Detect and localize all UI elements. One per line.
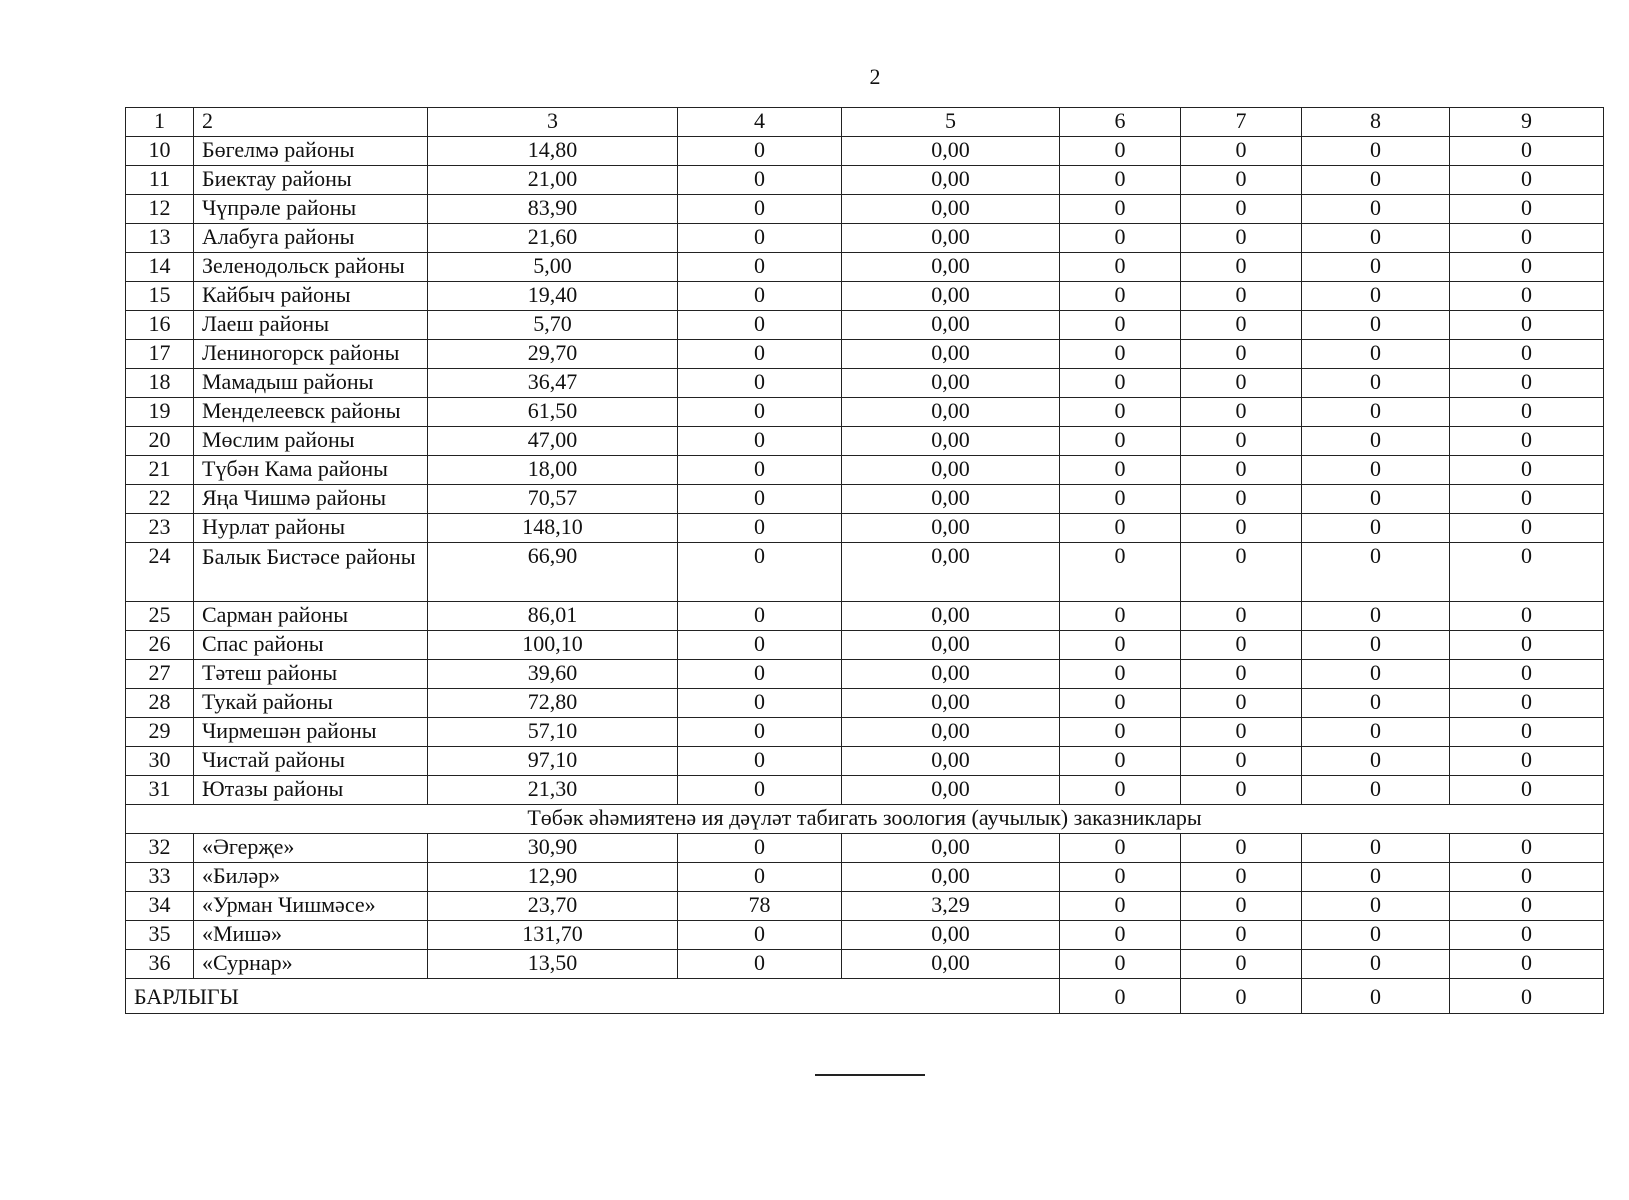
table-cell-col-2: Тәтеш районы — [194, 660, 428, 689]
table-cell-col-5: 0,00 — [842, 398, 1060, 427]
table-cell-col-5: 0,00 — [842, 660, 1060, 689]
table-cell-col-4: 0 — [678, 776, 842, 805]
table-cell-col-9: 0 — [1450, 166, 1604, 195]
table-row — [126, 282, 1604, 311]
table-cell-col-3: 18,00 — [428, 456, 678, 485]
table-cell-col-7: 0 — [1181, 311, 1302, 340]
table-cell-col-8: 0 — [1302, 543, 1450, 602]
table-cell-col-7: 0 — [1181, 834, 1302, 863]
table-cell-col-5: 0,00 — [842, 602, 1060, 631]
table-cell-col-5: 0,00 — [842, 282, 1060, 311]
table-cell-col-7: 0 — [1181, 282, 1302, 311]
table-row — [126, 543, 1604, 602]
table-cell-col-8: 0 — [1302, 369, 1450, 398]
section-row — [126, 805, 1604, 834]
table-cell-col-2: Чирмешән районы — [194, 718, 428, 747]
table-cell-col-4: 0 — [678, 195, 842, 224]
table-cell-col-2: «Урман Чишмәсе» — [194, 892, 428, 921]
table-cell-col-8: 0 — [1302, 689, 1450, 718]
table-cell-col-7: 0 — [1181, 921, 1302, 950]
table-cell-col-5: 0,00 — [842, 253, 1060, 282]
table-cell-col-9: 0 — [1450, 224, 1604, 253]
table-cell-col-2: Чүпрәле районы — [194, 195, 428, 224]
table-cell-col-3: 30,90 — [428, 834, 678, 863]
table-cell-col-2: Спас районы — [194, 631, 428, 660]
table-cell-col-3: 57,10 — [428, 718, 678, 747]
table-cell-col-7: 0 — [1181, 631, 1302, 660]
table-cell-col-4: 0 — [678, 427, 842, 456]
table-cell-col-5: 0,00 — [842, 166, 1060, 195]
table-cell-col-5: 0,00 — [842, 195, 1060, 224]
table-cell-col-8: 0 — [1302, 340, 1450, 369]
table-cell-col-1: 30 — [126, 747, 194, 776]
table-cell-col-9: 0 — [1450, 863, 1604, 892]
table-cell-col-9: 0 — [1450, 950, 1604, 979]
table-cell-col-8: 0 — [1302, 834, 1450, 863]
table-cell-col-9: 0 — [1450, 718, 1604, 747]
table-cell-col-5: 0,00 — [842, 224, 1060, 253]
table-cell-col-4: 0 — [678, 224, 842, 253]
total-value-col-9: 0 — [1450, 979, 1604, 1014]
table-row — [126, 747, 1604, 776]
table-cell-col-2: «Биләр» — [194, 863, 428, 892]
total-row — [126, 979, 1604, 1014]
table-row — [126, 718, 1604, 747]
table-cell-col-4: 0 — [678, 311, 842, 340]
table-cell-col-6: 0 — [1060, 776, 1181, 805]
table-row — [126, 398, 1604, 427]
table-cell-col-1: 17 — [126, 340, 194, 369]
table-row — [126, 369, 1604, 398]
table-cell-col-7: 0 — [1181, 224, 1302, 253]
table-row — [126, 689, 1604, 718]
table-cell-col-2: Нурлат районы — [194, 514, 428, 543]
table-row — [126, 514, 1604, 543]
table-cell-col-1: 27 — [126, 660, 194, 689]
table-cell-col-1: 13 — [126, 224, 194, 253]
table-row — [126, 485, 1604, 514]
table-cell-col-9: 0 — [1450, 689, 1604, 718]
table-cell-col-8: 0 — [1302, 514, 1450, 543]
table-cell-col-3: 21,30 — [428, 776, 678, 805]
table-cell-col-3: 5,00 — [428, 253, 678, 282]
table-cell-col-1: 19 — [126, 398, 194, 427]
table-cell-col-9: 0 — [1450, 456, 1604, 485]
table-cell-col-6: 0 — [1060, 660, 1181, 689]
table-cell-col-9: 0 — [1450, 398, 1604, 427]
table-cell-col-6: 0 — [1060, 921, 1181, 950]
table-row — [126, 602, 1604, 631]
table-cell-col-6: 0 — [1060, 340, 1181, 369]
table-cell-col-3: 21,60 — [428, 224, 678, 253]
table-cell-col-7: 0 — [1181, 398, 1302, 427]
table-cell-col-5: 0,00 — [842, 718, 1060, 747]
table-cell-col-6: 0 — [1060, 863, 1181, 892]
table-cell-col-5: 0,00 — [842, 485, 1060, 514]
table-cell-col-2: «Мишә» — [194, 921, 428, 950]
table-row — [126, 137, 1604, 166]
table-cell-col-4: 0 — [678, 921, 842, 950]
table-cell-col-8: 0 — [1302, 224, 1450, 253]
table-cell-col-8: 0 — [1302, 427, 1450, 456]
table-cell-col-3: 148,10 — [428, 514, 678, 543]
table-cell-col-5: 0,00 — [842, 863, 1060, 892]
table-cell-col-4: 0 — [678, 137, 842, 166]
table-row — [126, 224, 1604, 253]
table-cell-col-7: 0 — [1181, 747, 1302, 776]
table-cell-col-9: 0 — [1450, 631, 1604, 660]
section-title: Төбәк әһәмиятенә ия дәүләт табигать зоология (аучылык) заказниклары — [126, 805, 1604, 834]
data-table — [125, 107, 1604, 1014]
table-cell-col-9: 0 — [1450, 921, 1604, 950]
table-row — [126, 166, 1604, 195]
table-row — [126, 253, 1604, 282]
table-cell-col-1: 22 — [126, 485, 194, 514]
table-cell-col-2: Алабуга районы — [194, 224, 428, 253]
table-cell-col-7: 0 — [1181, 718, 1302, 747]
table-cell-col-2: Мамадыш районы — [194, 369, 428, 398]
table-cell-col-7: 0 — [1181, 950, 1302, 979]
table-cell-col-1: 10 — [126, 137, 194, 166]
table-cell-col-1: 24 — [126, 543, 194, 602]
table-cell-col-8: 0 — [1302, 195, 1450, 224]
table-cell-col-1: 20 — [126, 427, 194, 456]
table-cell-col-6: 0 — [1060, 311, 1181, 340]
table-cell-col-3: 12,90 — [428, 863, 678, 892]
table-cell-col-9: 0 — [1450, 514, 1604, 543]
table-cell-col-8: 0 — [1302, 863, 1450, 892]
table-cell-col-1: 15 — [126, 282, 194, 311]
table-cell-col-5: 0,00 — [842, 311, 1060, 340]
total-value-col-8: 0 — [1302, 979, 1450, 1014]
table-cell-col-3: 21,00 — [428, 166, 678, 195]
table-cell-col-6: 6 — [1060, 108, 1181, 137]
table-cell-col-4: 0 — [678, 631, 842, 660]
table-row — [126, 863, 1604, 892]
table-cell-col-8: 0 — [1302, 282, 1450, 311]
table-cell-col-1: 33 — [126, 863, 194, 892]
table-header-row — [126, 108, 1604, 137]
table-cell-col-4: 0 — [678, 602, 842, 631]
table-row — [126, 892, 1604, 921]
table-cell-col-2: «Сурнар» — [194, 950, 428, 979]
table-row — [126, 340, 1604, 369]
table-cell-col-7: 0 — [1181, 485, 1302, 514]
table-cell-col-8: 0 — [1302, 718, 1450, 747]
table-cell-col-1: 28 — [126, 689, 194, 718]
table-cell-col-4: 78 — [678, 892, 842, 921]
table-cell-col-3: 29,70 — [428, 340, 678, 369]
table-cell-col-5: 5 — [842, 108, 1060, 137]
table-cell-col-4: 0 — [678, 543, 842, 602]
table-cell-col-9: 0 — [1450, 485, 1604, 514]
table-cell-col-4: 0 — [678, 398, 842, 427]
table-cell-col-9: 0 — [1450, 195, 1604, 224]
table-cell-col-2: Кайбыч районы — [194, 282, 428, 311]
table-row — [126, 427, 1604, 456]
table-cell-col-6: 0 — [1060, 195, 1181, 224]
table-cell-col-4: 0 — [678, 689, 842, 718]
table-row — [126, 631, 1604, 660]
table-cell-col-9: 9 — [1450, 108, 1604, 137]
table-cell-col-6: 0 — [1060, 456, 1181, 485]
table-cell-col-3: 23,70 — [428, 892, 678, 921]
table-cell-col-8: 0 — [1302, 456, 1450, 485]
table-cell-col-3: 86,01 — [428, 602, 678, 631]
total-value-col-7: 0 — [1181, 979, 1302, 1014]
table-cell-col-3: 5,70 — [428, 311, 678, 340]
table-cell-col-5: 0,00 — [842, 543, 1060, 602]
table-cell-col-3: 97,10 — [428, 747, 678, 776]
table-cell-col-8: 0 — [1302, 660, 1450, 689]
table-cell-col-1: 32 — [126, 834, 194, 863]
table-cell-col-4: 0 — [678, 340, 842, 369]
table-cell-col-1: 31 — [126, 776, 194, 805]
table-cell-col-1: 26 — [126, 631, 194, 660]
table-cell-col-5: 0,00 — [842, 631, 1060, 660]
table-cell-col-6: 0 — [1060, 718, 1181, 747]
table-cell-col-4: 0 — [678, 950, 842, 979]
table-body — [126, 108, 1604, 1014]
table-cell-col-7: 0 — [1181, 776, 1302, 805]
table-cell-col-2: Мөслим районы — [194, 427, 428, 456]
table-cell-col-1: 12 — [126, 195, 194, 224]
table-cell-col-8: 8 — [1302, 108, 1450, 137]
table-cell-col-7: 0 — [1181, 253, 1302, 282]
table-cell-col-8: 0 — [1302, 398, 1450, 427]
table-row — [126, 456, 1604, 485]
table-cell-col-9: 0 — [1450, 427, 1604, 456]
table-cell-col-9: 0 — [1450, 892, 1604, 921]
page-number: 2 — [869, 64, 881, 89]
table-cell-col-5: 0,00 — [842, 456, 1060, 485]
table-cell-col-4: 0 — [678, 660, 842, 689]
table-cell-col-9: 0 — [1450, 543, 1604, 602]
table-cell-col-5: 0,00 — [842, 340, 1060, 369]
table-cell-col-8: 0 — [1302, 485, 1450, 514]
table-cell-col-5: 0,00 — [842, 950, 1060, 979]
table-cell-col-4: 0 — [678, 514, 842, 543]
table-cell-col-9: 0 — [1450, 253, 1604, 282]
table-cell-col-6: 0 — [1060, 543, 1181, 602]
table-cell-col-2: Балык Бистәсе районы — [194, 543, 428, 602]
table-cell-col-9: 0 — [1450, 747, 1604, 776]
table-cell-col-9: 0 — [1450, 776, 1604, 805]
table-cell-col-4: 0 — [678, 253, 842, 282]
table-row — [126, 776, 1604, 805]
table-cell-col-8: 0 — [1302, 776, 1450, 805]
table-cell-col-7: 0 — [1181, 543, 1302, 602]
table-cell-col-6: 0 — [1060, 166, 1181, 195]
table-cell-col-4: 0 — [678, 718, 842, 747]
table-cell-col-9: 0 — [1450, 137, 1604, 166]
table-row — [126, 311, 1604, 340]
table-cell-col-3: 39,60 — [428, 660, 678, 689]
table-cell-col-7: 0 — [1181, 427, 1302, 456]
table-cell-col-6: 0 — [1060, 834, 1181, 863]
table-cell-col-6: 0 — [1060, 282, 1181, 311]
table-cell-col-2: «Әгерҗе» — [194, 834, 428, 863]
table-row — [126, 195, 1604, 224]
table-cell-col-2: Сарман районы — [194, 602, 428, 631]
table-cell-col-1: 18 — [126, 369, 194, 398]
table-cell-col-7: 0 — [1181, 689, 1302, 718]
table-cell-col-3: 131,70 — [428, 921, 678, 950]
table-cell-col-9: 0 — [1450, 660, 1604, 689]
table-cell-col-5: 0,00 — [842, 689, 1060, 718]
table-cell-col-8: 0 — [1302, 892, 1450, 921]
table-cell-col-1: 14 — [126, 253, 194, 282]
table-cell-col-3: 13,50 — [428, 950, 678, 979]
table-cell-col-9: 0 — [1450, 311, 1604, 340]
table-cell-col-6: 0 — [1060, 689, 1181, 718]
table-cell-col-9: 0 — [1450, 369, 1604, 398]
table-cell-col-5: 3,29 — [842, 892, 1060, 921]
table-cell-col-3: 83,90 — [428, 195, 678, 224]
table-row — [126, 660, 1604, 689]
table-cell-col-3: 19,40 — [428, 282, 678, 311]
table-cell-col-1: 35 — [126, 921, 194, 950]
table-cell-col-6: 0 — [1060, 224, 1181, 253]
table-cell-col-2: Зеленодольск районы — [194, 253, 428, 282]
table-cell-col-4: 4 — [678, 108, 842, 137]
table-cell-col-5: 0,00 — [842, 137, 1060, 166]
table-cell-col-1: 25 — [126, 602, 194, 631]
table-cell-col-2: Бөгелмә районы — [194, 137, 428, 166]
table-cell-col-6: 0 — [1060, 514, 1181, 543]
table-cell-col-6: 0 — [1060, 427, 1181, 456]
table-cell-col-7: 0 — [1181, 602, 1302, 631]
table-cell-col-5: 0,00 — [842, 427, 1060, 456]
table-cell-col-7: 0 — [1181, 892, 1302, 921]
table-cell-col-4: 0 — [678, 282, 842, 311]
table-cell-col-8: 0 — [1302, 747, 1450, 776]
table-cell-col-3: 72,80 — [428, 689, 678, 718]
table-cell-col-1: 23 — [126, 514, 194, 543]
table-cell-col-1: 11 — [126, 166, 194, 195]
table-cell-col-6: 0 — [1060, 137, 1181, 166]
table-cell-col-7: 0 — [1181, 137, 1302, 166]
table-cell-col-8: 0 — [1302, 921, 1450, 950]
table-cell-col-9: 0 — [1450, 602, 1604, 631]
table-cell-col-1: 34 — [126, 892, 194, 921]
table-cell-col-1: 16 — [126, 311, 194, 340]
table-cell-col-2: Ютазы районы — [194, 776, 428, 805]
table-cell-col-5: 0,00 — [842, 369, 1060, 398]
table-cell-col-8: 0 — [1302, 253, 1450, 282]
table-cell-col-3: 66,90 — [428, 543, 678, 602]
table-row — [126, 834, 1604, 863]
table-cell-col-7: 0 — [1181, 514, 1302, 543]
footer-rule — [815, 1074, 925, 1076]
table-row — [126, 950, 1604, 979]
table-cell-col-5: 0,00 — [842, 514, 1060, 543]
table-cell-col-8: 0 — [1302, 166, 1450, 195]
table-cell-col-7: 0 — [1181, 369, 1302, 398]
table-cell-col-3: 61,50 — [428, 398, 678, 427]
table-cell-col-7: 0 — [1181, 166, 1302, 195]
table-cell-col-4: 0 — [678, 863, 842, 892]
table-cell-col-4: 0 — [678, 456, 842, 485]
table-cell-col-6: 0 — [1060, 398, 1181, 427]
table-cell-col-4: 0 — [678, 747, 842, 776]
table-cell-col-1: 1 — [126, 108, 194, 137]
table-cell-col-4: 0 — [678, 834, 842, 863]
table-cell-col-4: 0 — [678, 166, 842, 195]
table-cell-col-8: 0 — [1302, 311, 1450, 340]
table-cell-col-2: Менделеевск районы — [194, 398, 428, 427]
table-cell-col-8: 0 — [1302, 602, 1450, 631]
table-cell-col-4: 0 — [678, 369, 842, 398]
table-cell-col-2: 2 — [194, 108, 428, 137]
table-cell-col-6: 0 — [1060, 950, 1181, 979]
table-cell-col-7: 0 — [1181, 863, 1302, 892]
total-value-col-6: 0 — [1060, 979, 1181, 1014]
table-cell-col-3: 70,57 — [428, 485, 678, 514]
table-cell-col-5: 0,00 — [842, 747, 1060, 776]
table-cell-col-6: 0 — [1060, 485, 1181, 514]
table-cell-col-5: 0,00 — [842, 834, 1060, 863]
table-cell-col-6: 0 — [1060, 892, 1181, 921]
table-cell-col-1: 36 — [126, 950, 194, 979]
table-cell-col-1: 21 — [126, 456, 194, 485]
table-cell-col-4: 0 — [678, 485, 842, 514]
table-cell-col-2: Биектау районы — [194, 166, 428, 195]
table-cell-col-9: 0 — [1450, 834, 1604, 863]
table-cell-col-2: Чистай районы — [194, 747, 428, 776]
table-cell-col-6: 0 — [1060, 631, 1181, 660]
table-cell-col-9: 0 — [1450, 282, 1604, 311]
table-cell-col-8: 0 — [1302, 631, 1450, 660]
table-cell-col-6: 0 — [1060, 369, 1181, 398]
table-cell-col-2: Түбән Кама районы — [194, 456, 428, 485]
table-cell-col-5: 0,00 — [842, 776, 1060, 805]
table-cell-col-8: 0 — [1302, 950, 1450, 979]
table-cell-col-6: 0 — [1060, 602, 1181, 631]
table-cell-col-2: Лениногорск районы — [194, 340, 428, 369]
table-cell-col-6: 0 — [1060, 747, 1181, 776]
table-row — [126, 921, 1604, 950]
table-cell-col-5: 0,00 — [842, 921, 1060, 950]
table-cell-col-2: Яңа Чишмә районы — [194, 485, 428, 514]
table-cell-col-2: Тукай районы — [194, 689, 428, 718]
table-cell-col-3: 47,00 — [428, 427, 678, 456]
table-cell-col-7: 0 — [1181, 660, 1302, 689]
table-cell-col-6: 0 — [1060, 253, 1181, 282]
table-cell-col-3: 100,10 — [428, 631, 678, 660]
table-cell-col-9: 0 — [1450, 340, 1604, 369]
table-cell-col-8: 0 — [1302, 137, 1450, 166]
table-cell-col-1: 29 — [126, 718, 194, 747]
table-cell-col-3: 3 — [428, 108, 678, 137]
table-cell-col-7: 7 — [1181, 108, 1302, 137]
table-cell-col-7: 0 — [1181, 456, 1302, 485]
table-cell-col-3: 36,47 — [428, 369, 678, 398]
total-label: БАРЛЫГЫ — [126, 979, 1060, 1014]
table-cell-col-2: Лаеш районы — [194, 311, 428, 340]
table-cell-col-3: 14,80 — [428, 137, 678, 166]
table-cell-col-7: 0 — [1181, 340, 1302, 369]
table-cell-col-7: 0 — [1181, 195, 1302, 224]
